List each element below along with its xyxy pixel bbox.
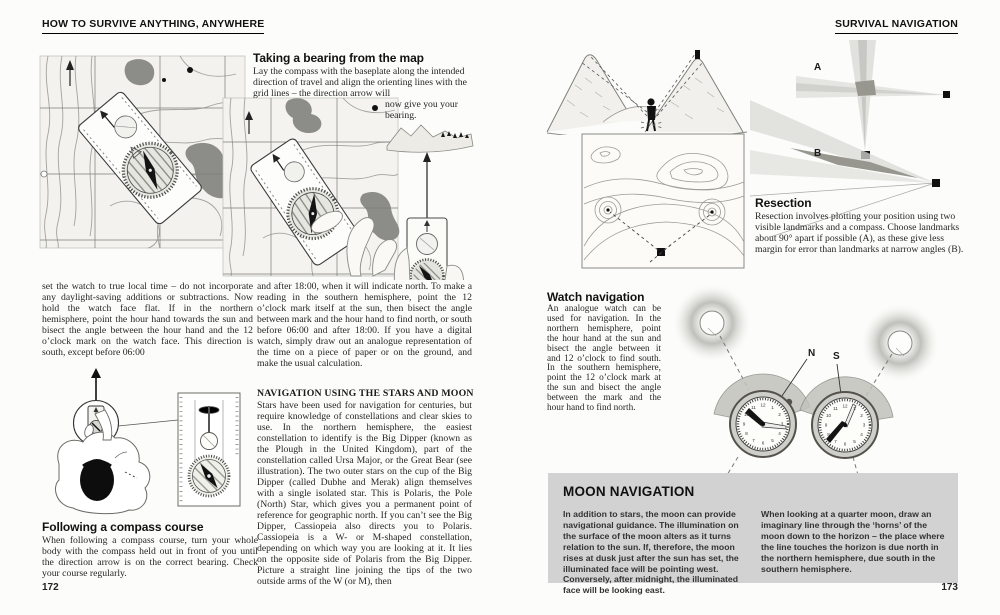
right-running-head — [700, 14, 958, 34]
stars-section-body: Stars have been used for navigation for centuries, but require knowledge of constellations and clear skies to use. In the northern hemisphere, the easiest constellation to identify is the Big Dipper (known as the Plough in the United Kingdom), part of the constellation called Ursa Major, or the Great Bear (see illustration). The two outer stars on the cup of the Big Dipper (called Dubhe and Merak) align themselves with a single isolated star. This is Polaris, the Pole (North) Star, which gives you a permanent point of reference for geographic north. If you can’t see the Big Dipper, Cassiopeia also directs you to Polaris. Cassiopeia is a W- or M-shaped constellation, depending on which way you are looking at it. It lies on the opposite side of Polaris from the Big Dipper. Picture a straight line joining the tips of the two outside arms of the W (or M), then — [257, 400, 472, 587]
compass-icon — [407, 218, 447, 280]
watch-numeral: 10 — [743, 412, 750, 418]
watch-numeral: 4 — [860, 432, 863, 438]
moon-box-column-2: When looking at a quarter moon, draw an imaginary line through the ‘horns’ of the moon down to the horizon – the place where the line touches the horizon is due north in the northern hemisphere, due south in the southern hemisphere. — [761, 509, 945, 574]
diagram-b-label: B — [814, 148, 822, 159]
watch-numeral: 9 — [824, 422, 828, 428]
watch-numeral: 5 — [771, 438, 774, 444]
watch-numeral: 12 — [842, 403, 848, 409]
topo-map-panel-1 — [40, 56, 245, 248]
mountain-icon — [387, 125, 473, 152]
bearing-section-body-tail: now give you your bearing. — [385, 99, 458, 121]
watch-numeral: 2 — [778, 412, 781, 418]
watch-numeral: 8 — [827, 432, 830, 438]
right-running-head-text: SURVIVAL NAVIGATION — [835, 18, 958, 34]
landmark-cairn-icon — [695, 50, 700, 59]
watch-icon-southern — [812, 392, 878, 458]
watch-numeral: 6 — [843, 441, 847, 447]
diagram-a-label: A — [814, 62, 822, 73]
bearing-section-body: Lay the compass with the baseplate along the intended direction of travel and align the orienting lines with the grid lines – the direction arrow will — [253, 66, 467, 99]
compass-course-illustration — [45, 368, 255, 516]
left-running-head-text: HOW TO SURVIVE ANYTHING, ANYWHERE — [42, 18, 264, 34]
watch-numeral: 10 — [825, 413, 832, 419]
watch-navigation-heading: Watch navigation — [547, 290, 645, 304]
resection-body: Resection involves plotting your position using two visible landmarks and a compass. Choose landmarks about 90° apart if possible (A), as these give less margin for error than landmarks at narrow angles (B). — [755, 211, 964, 255]
moon-box-heading: MOON NAVIGATION — [563, 484, 695, 499]
baseplate-compass-detail — [178, 393, 240, 506]
watch-navigation-body: An analogue watch can be used for navigation. In the northern hemisphere, point the hour hand at the sun and bisect the angle between it and 12 o’clock to find south. In the southern hemisphere, point the 12 o’clock mark at the sun and bisect the angle between the mark and the hour hand to find north. — [547, 304, 661, 414]
watch-navigation-illustration — [650, 280, 968, 476]
position-marker — [657, 248, 665, 256]
right-column-paragraph: and after 18:00, when it will indicate north. To make a reading in the southern hemisphere, point the 12 o’clock mark itself at the sun, then bisect the angle between mark and the hour hand to find north, or south before 06:00 and after 18:00. If you have a digital watch, simply draw out an analogue representation of the time on a piece of paper or on the ground, and make the usual calculation. — [257, 281, 472, 369]
left-page-number: 172 — [42, 582, 59, 593]
stars-section-heading: NAVIGATION USING THE STARS AND MOON — [257, 388, 474, 399]
left-column-paragraph: set the watch to true local time – do not incorporate any daylight-saving additions or subtractions. Now hold the watch face flat. If in the northern hemisphere, point the hour hand towards the sun and bisect the angle between the hour hand and the 12 o’clock mark on the watch face. This direction is south, except before 06:00 — [42, 281, 253, 358]
watch-numeral: 3 — [780, 421, 784, 427]
compass-course-body: When following a compass course, turn your whole body with the compass held out in front of you until the direction arrow is on the correct bearing. Check your course regularly. — [42, 535, 258, 579]
watch-numeral: 7 — [752, 438, 755, 444]
north-label: N — [808, 348, 816, 359]
watch-icon-northern — [730, 391, 796, 457]
right-page-number: 173 — [941, 582, 958, 593]
bearing-section-heading: Taking a bearing from the map — [253, 51, 424, 65]
watch-numeral: 6 — [761, 440, 765, 446]
callout-leader-line — [118, 420, 178, 426]
watch-numeral: 9 — [742, 421, 746, 427]
direction-arrow-icon — [91, 368, 101, 400]
watch-numeral: 11 — [833, 406, 838, 412]
person-top-view — [55, 410, 149, 514]
watch-numeral: 11 — [751, 405, 756, 411]
compass-course-heading: Following a compass course — [42, 520, 204, 534]
topo-map-panel-2 — [223, 98, 399, 276]
left-running-head — [42, 14, 264, 34]
watch-numeral: 1 — [853, 406, 856, 412]
moon-box-column-1: In addition to stars, the moon can provide navigational guidance. The illumination on the surface of the moon alters as it turns relation to the sun. If, therefore, the moon rises at dusk just after the sun has set, the illuminated face will be pointing west. Conversely, after midnight, the illuminated face will be looking east. — [563, 509, 739, 596]
watch-numeral: 4 — [778, 431, 781, 437]
resection-map-illustration — [578, 132, 750, 272]
watch-numeral: 1 — [771, 405, 774, 411]
sun-icon — [860, 303, 940, 383]
resection-mountain-scene — [545, 40, 750, 135]
watch-numeral: 7 — [834, 439, 837, 445]
watch-numeral: 8 — [745, 431, 748, 437]
resection-heading: Resection — [755, 196, 812, 210]
watch-numeral: 5 — [853, 439, 856, 445]
sun-icon — [672, 283, 752, 363]
watch-numeral: 12 — [760, 402, 766, 408]
south-label: S — [833, 351, 840, 362]
sighting-compass-illustration — [387, 125, 473, 280]
watch-numeral: 3 — [862, 422, 866, 428]
watch-numeral: 2 — [860, 413, 863, 419]
